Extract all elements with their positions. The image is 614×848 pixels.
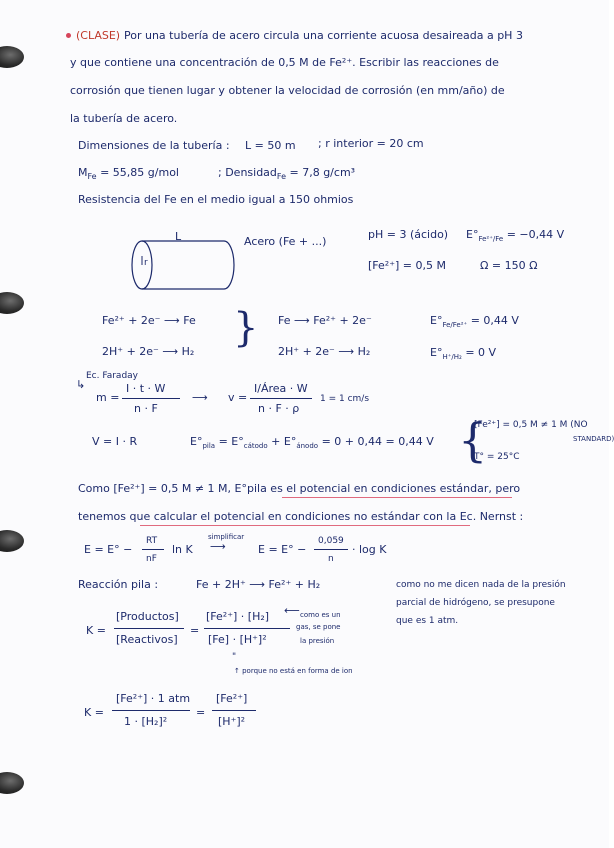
faraday-denominator: n · F bbox=[134, 402, 158, 415]
reaction-left-2: 2H⁺ + 2e⁻ ⟶ H₂ bbox=[102, 345, 195, 358]
reaction-right-1: Fe ⟶ Fe²⁺ + 2e⁻ bbox=[278, 314, 372, 327]
k1-denominator2: [Fe] · [H⁺]² bbox=[208, 633, 267, 646]
como-line-2: tenemos que calcular el potencial en condiciones no estándar con la Ec. Nernst : bbox=[78, 510, 524, 523]
dimensions-label: Dimensiones de la tubería : bbox=[78, 139, 230, 152]
cell-potential: $E^\circ_{pila} = E^\circ_{cátodo} + E^\circ_{ánodo} = 0 + 0,44 = 0,44$ V bbox=[190, 435, 434, 450]
k1-below-note: ↑ porque no está en forma de ion bbox=[234, 667, 353, 675]
pipe-radius-label: r bbox=[144, 258, 148, 268]
reaction-left-1: Fe²⁺ + 2e⁻ ⟶ Fe bbox=[102, 314, 196, 327]
k1-denominator: [Reactivos] bbox=[116, 633, 178, 646]
pila-equation: Fe + 2H⁺ ⟶ Fe²⁺ + H₂ bbox=[196, 578, 321, 591]
k1-bar2 bbox=[204, 628, 290, 629]
intro-line-3: corrosión que tienen lugar y obtener la velocidad de corrosión (en mm/año) de bbox=[70, 84, 505, 97]
k1-numerator: [Productos] bbox=[116, 610, 179, 623]
k2-equals: = bbox=[196, 706, 206, 719]
velocity-numerator: I/Área · W bbox=[254, 382, 308, 395]
nernst-bar bbox=[142, 549, 164, 550]
potential-h: $E^\circ_{H^+/H_2} = 0$ V bbox=[430, 346, 497, 361]
highlight-underline-2 bbox=[140, 525, 470, 526]
bullet-dot bbox=[66, 33, 71, 38]
intro-line-2: y que contiene una concentración de 0,5 M de Fe²⁺. Escribir las reacciones de bbox=[70, 56, 499, 69]
faraday-arrow-icon: ↳ bbox=[76, 378, 86, 391]
standard-potential-fe: $E^\circ_{Fe^{2+}/Fe} = -0,44$ V bbox=[466, 228, 565, 243]
pila-note-2: parcial de hidrógeno, se presupone bbox=[396, 598, 555, 608]
pila-note-3: que es 1 atm. bbox=[396, 616, 459, 626]
pipe-length-label: L bbox=[175, 230, 182, 243]
clase-tag: (CLASE) bbox=[76, 29, 121, 42]
velocity-denominator: n · F · ρ bbox=[258, 402, 300, 415]
highlight-underline-1 bbox=[282, 497, 512, 498]
nernst-lhs: E = E° − bbox=[84, 543, 133, 556]
reactions-brace: } bbox=[233, 305, 259, 351]
molar-mass: $M_{Fe} = 55,85$ g/mol bbox=[78, 166, 179, 181]
nernst-bar2 bbox=[314, 549, 348, 550]
faraday-m: m = bbox=[96, 391, 120, 404]
velocity-fraction-bar bbox=[250, 398, 312, 399]
k2-bar2 bbox=[212, 710, 256, 711]
density: ; Densidad$_{Fe}$ = 7,8 g/cm³ bbox=[218, 166, 356, 181]
ohm-law: V = I · R bbox=[92, 435, 138, 448]
k2-bar bbox=[112, 710, 190, 711]
k1-side-arrow-icon: ⟵ bbox=[284, 604, 300, 617]
como-line-1: Como [Fe²⁺] = 0,5 M ≠ 1 M, E°pila es el potencial en condiciones estándar, pero bbox=[78, 482, 521, 495]
binder-hole-2 bbox=[0, 292, 24, 314]
k1-side-note-3: la presión bbox=[300, 637, 335, 645]
k1-side-note-2: gas, se pone bbox=[296, 623, 341, 631]
nernst-ln: ln K bbox=[172, 543, 193, 556]
intro-line-4: la tubería de acero. bbox=[70, 112, 178, 125]
reaction-right-2: 2H⁺ + 2e⁻ ⟶ H₂ bbox=[278, 345, 371, 358]
nernst-den: nF bbox=[146, 554, 157, 564]
nernst-rhs: E = E° − bbox=[258, 543, 307, 556]
simplify-label: simplificar bbox=[208, 533, 245, 541]
k2-numerator2: [Fe²⁺] bbox=[216, 692, 248, 705]
k2-denominator2: [H⁺]² bbox=[218, 715, 246, 728]
binder-hole-3 bbox=[0, 530, 24, 552]
nernst-log: · log K bbox=[352, 543, 387, 556]
pipe-material-label: Acero (Fe + ...) bbox=[244, 235, 327, 248]
binder-hole-1 bbox=[0, 46, 24, 68]
potential-fe: $E^\circ_{Fe/Fe^{2+}} = 0,44$ V bbox=[430, 314, 519, 329]
temperature-condition: T° = 25°C bbox=[474, 452, 520, 462]
simplify-arrow-icon: ⟶ bbox=[210, 540, 226, 553]
standard-word: STANDARD) bbox=[573, 435, 614, 443]
resistance-line: Resistencia del Fe en el medio igual a 150 ohmios bbox=[78, 193, 354, 206]
faraday-numerator: I · t · W bbox=[126, 382, 166, 395]
k1-bar bbox=[114, 628, 184, 629]
pila-note-1: como no me dicen nada de la presión bbox=[396, 580, 566, 590]
k1-label: K = bbox=[86, 624, 106, 637]
ph-condition: pH = 3 (ácido) bbox=[368, 228, 449, 241]
intro-line-1: Por una tubería de acero circula una corriente acuosa desaireada a pH 3 bbox=[124, 29, 523, 42]
k1-side-note-1: como es un bbox=[300, 611, 341, 619]
radius-value: ; r interior = 20 cm bbox=[318, 137, 424, 150]
unit-note: 1 = 1 cm/s bbox=[320, 394, 370, 404]
k2-denominator: 1 · [H₂]² bbox=[124, 715, 168, 728]
nernst-den2: n bbox=[328, 554, 334, 564]
nernst-num2: 0,059 bbox=[318, 536, 344, 546]
resistance-omega: Ω = 150 Ω bbox=[480, 259, 538, 272]
nernst-num: RT bbox=[146, 536, 158, 546]
fe-concentration: [Fe²⁺] = 0,5 M bbox=[368, 259, 446, 272]
binder-hole-4 bbox=[0, 772, 24, 794]
arrow-icon: ⟶ bbox=[192, 391, 208, 404]
k1-numerator2: [Fe²⁺] · [H₂] bbox=[206, 610, 270, 623]
velocity-v: v = bbox=[228, 391, 248, 404]
k1-equals: = bbox=[190, 624, 200, 637]
conditions-brace: { bbox=[458, 413, 488, 467]
k2-label: K = bbox=[84, 706, 104, 719]
k1-quote: " bbox=[232, 652, 237, 662]
pila-label: Reacción pila : bbox=[78, 578, 159, 591]
length-value: L = 50 m bbox=[245, 139, 296, 152]
k2-numerator: [Fe²⁺] · 1 atm bbox=[116, 692, 191, 705]
faraday-fraction-bar bbox=[122, 398, 180, 399]
faraday-label: Ec. Faraday bbox=[86, 371, 138, 381]
non-standard-condition: [Fe²⁺] = 0,5 M ≠ 1 M (NO bbox=[474, 420, 588, 430]
